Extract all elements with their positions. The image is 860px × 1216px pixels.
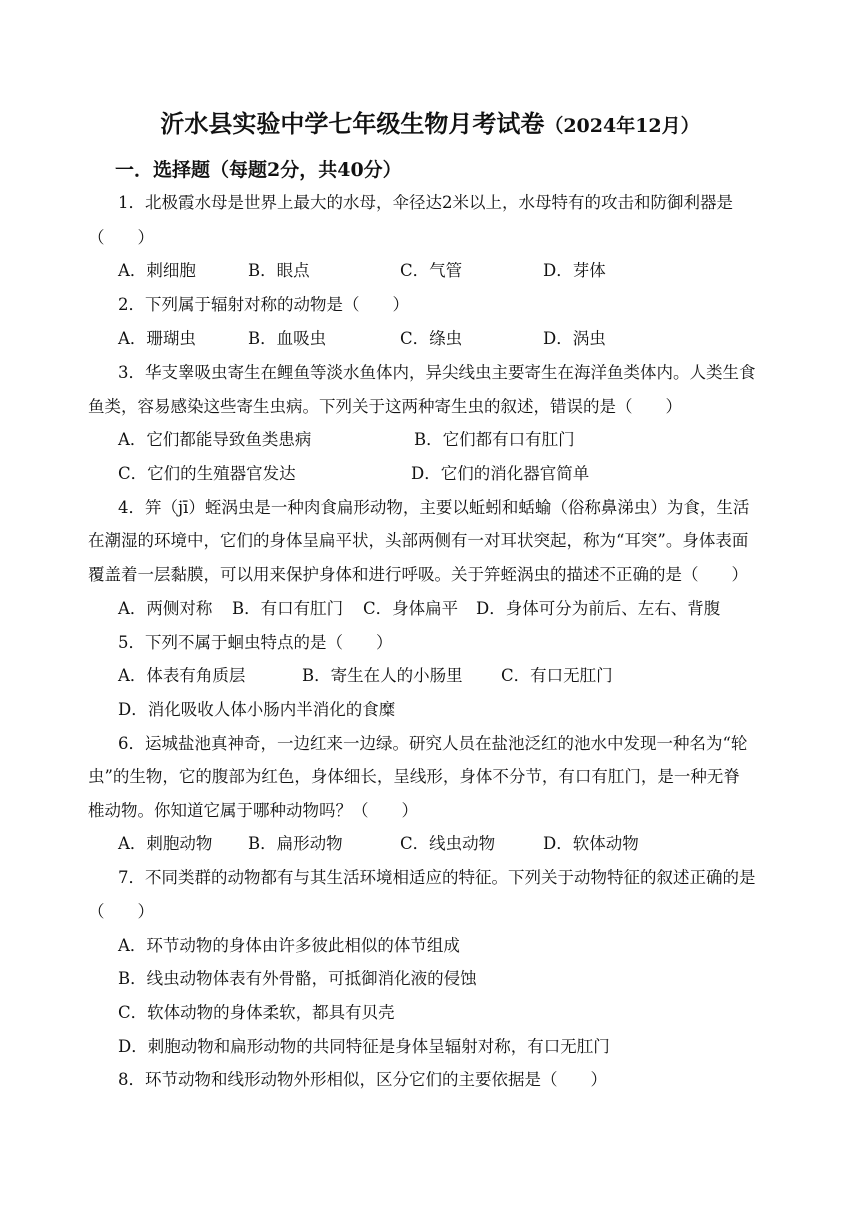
title-date: （2024年12月） xyxy=(544,115,700,137)
page-title xyxy=(0,104,860,139)
question-2-option-c: C．绦虫 xyxy=(400,329,463,348)
question-3-option-a: A．它们都能导致鱼类患病 xyxy=(118,430,312,449)
question-3-option-b: B．它们都有口有肛门 xyxy=(414,430,575,449)
question-5-stem-line-1: 5．下列不属于蛔虫特点的是（ ） xyxy=(118,633,393,652)
question-2-stem-line-1: 2．下列属于辐射对称的动物是（ ） xyxy=(118,295,409,314)
question-6-stem-line-1: 6．运城盐池真神奇，一边红来一边绿。研究人员在盐池泛红的池水中发现一种名为“轮 xyxy=(118,734,748,753)
question-6-option-a: A．刺胞动物 xyxy=(118,834,213,853)
question-1-option-d: D．芽体 xyxy=(543,261,606,280)
question-5-option-d: D．消化吸收人体小肠内半消化的食糜 xyxy=(118,700,396,719)
question-5-option-a: A．体表有角质层 xyxy=(118,666,246,685)
question-6-option-b: B．扁形动物 xyxy=(248,834,343,853)
question-6-stem-line-3: 椎动物。你知道它属于哪种动物吗？（ ） xyxy=(88,801,418,820)
question-6-option-d: D．软体动物 xyxy=(543,834,639,853)
question-3-option-d: D．它们的消化器官简单 xyxy=(411,464,590,483)
question-4-option-a: A．两侧对称 xyxy=(118,599,213,618)
question-4-option-d: D．身体可分为前后、左右、背腹 xyxy=(476,599,721,618)
question-7-option-a: A．环节动物的身体由许多彼此相似的体节组成 xyxy=(118,936,460,955)
question-4-stem-line-3: 覆盖着一层黏膜，可以用来保护身体和进行呼吸。关于笄蛭涡虫的描述不正确的是（ ） xyxy=(88,565,748,584)
question-1-option-b: B．眼点 xyxy=(248,261,310,280)
question-3-option-c: C．它们的生殖器官发达 xyxy=(118,464,296,483)
question-3-stem-line-1: 3．华支睾吸虫寄生在鲤鱼等淡水鱼体内，异尖线虫主要寄生在海洋鱼类体内。人类生食 xyxy=(118,363,756,382)
question-7-option-c: C．软体动物的身体柔软，都具有贝壳 xyxy=(118,1003,395,1022)
question-7-option-d: D．刺胞动物和扁形动物的共同特征是身体呈辐射对称，有口无肛门 xyxy=(118,1037,610,1056)
title-text: 沂水县实验中学七年级生物月考试卷 xyxy=(160,109,545,138)
question-4-stem-line-1: 4．笄（jī）蛭涡虫是一种肉食扁形动物，主要以蚯蚓和蛞蝓（俗称鼻涕虫）为食，生活 xyxy=(118,498,750,517)
question-6-option-c: C．线虫动物 xyxy=(400,834,496,853)
question-7-stem-line-1: 7．不同类群的动物都有与其生活环境相适应的特征。下列关于动物特征的叙述正确的是 xyxy=(118,868,756,887)
question-4-stem-line-2: 在潮湿的环境中，它们的身体呈扁平状，头部两侧有一对耳状突起，称为“耳突”。身体表面 xyxy=(88,531,749,550)
question-7-stem-line-2: （ ） xyxy=(88,902,154,921)
question-1-stem-line-2: （ ） xyxy=(88,228,154,247)
question-5-option-b: B．寄生在人的小肠里 xyxy=(302,666,463,685)
question-3-stem-line-2: 鱼类，容易感染这些寄生虫病。下列关于这两种寄生虫的叙述，错误的是（ ） xyxy=(88,397,682,416)
question-5-option-c: C．有口无肛门 xyxy=(501,666,613,685)
question-1-option-c: C．气管 xyxy=(400,261,463,280)
question-1-option-a: A．刺细胞 xyxy=(118,261,196,280)
question-2-option-a: A．珊瑚虫 xyxy=(118,329,196,348)
question-7-option-b: B．线虫动物体表有外骨骼，可抵御消化液的侵蚀 xyxy=(118,969,477,988)
question-2-option-b: B．血吸虫 xyxy=(248,329,327,348)
section-heading: 一．选择题（每题2分，共40分） xyxy=(115,159,402,181)
question-1-stem-line-1: 1．北极霞水母是世界上最大的水母，伞径达2米以上，水母特有的攻击和防御利器是 xyxy=(118,193,733,212)
question-6-stem-line-2: 虫”的生物，它的腹部为红色，身体细长，呈线形，身体不分节，有口有肛门，是一种无脊 xyxy=(88,767,740,786)
question-4-option-c: C．身体扁平 xyxy=(363,599,459,618)
question-2-option-d: D．涡虫 xyxy=(543,329,606,348)
question-4-option-b: B．有口有肛门 xyxy=(232,599,344,618)
question-8-stem-line-1: 8．环节动物和线形动物外形相似，区分它们的主要依据是（ ） xyxy=(118,1070,607,1089)
